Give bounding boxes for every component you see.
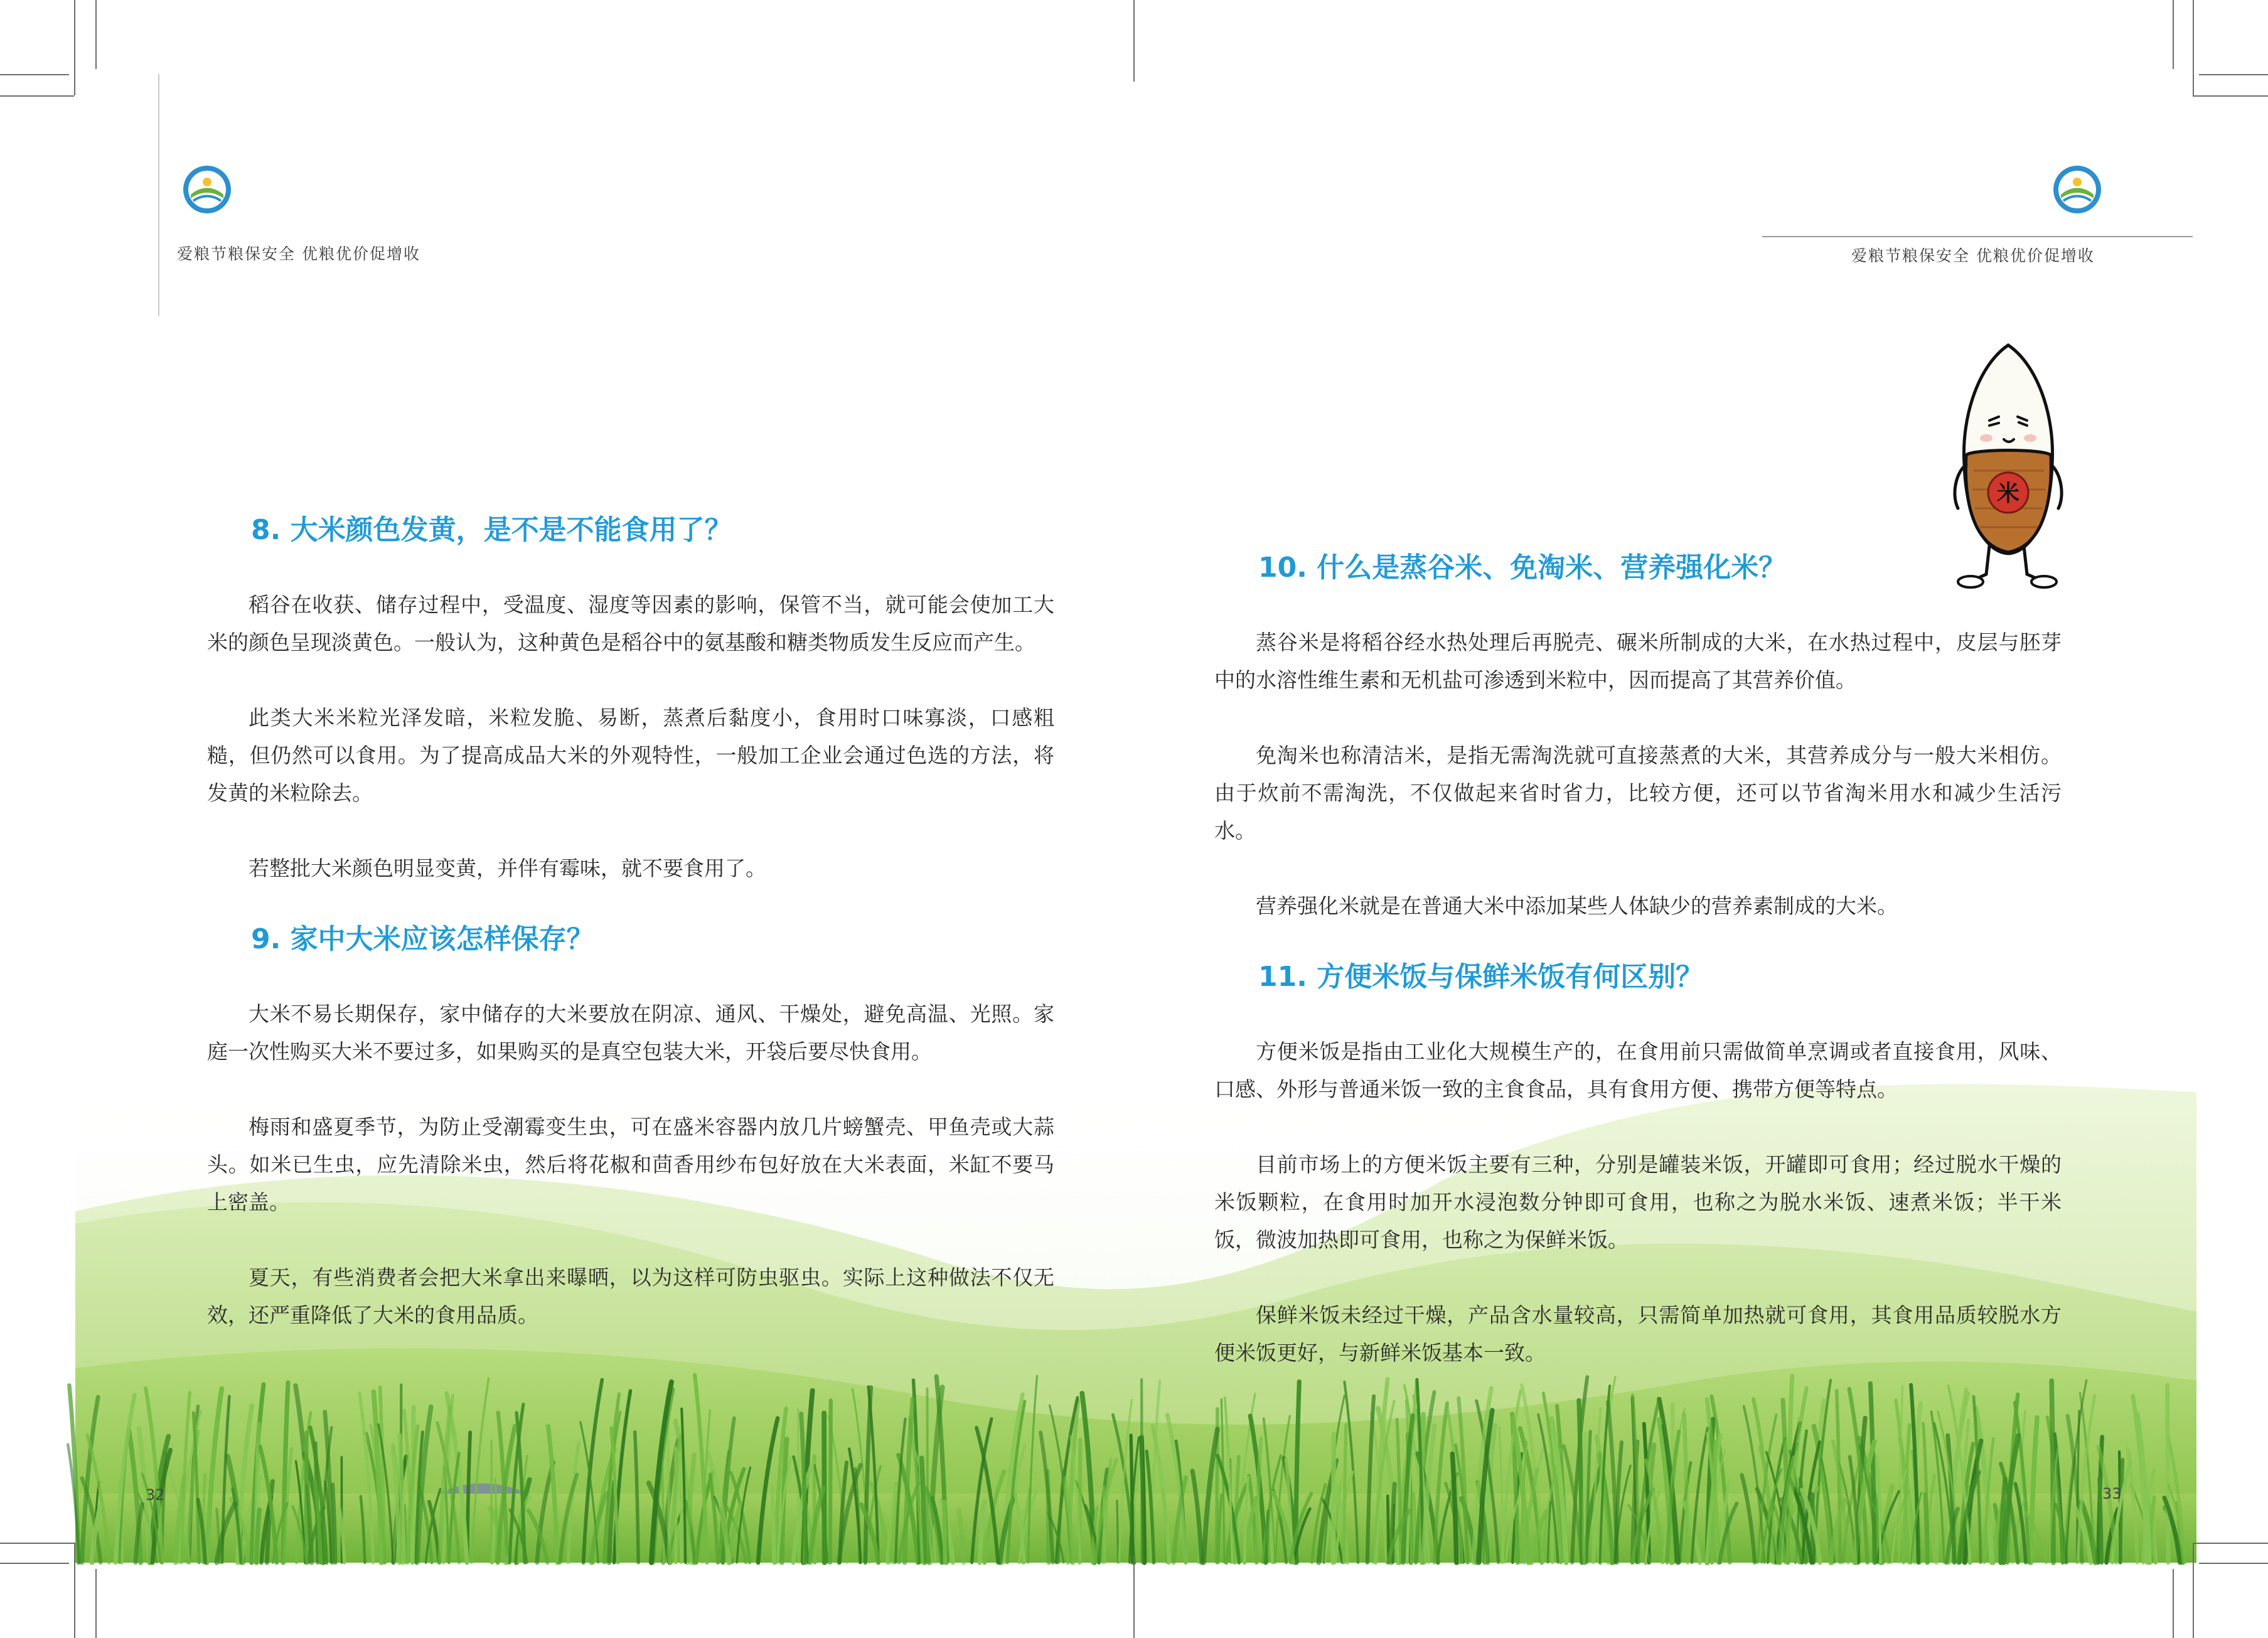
paragraph: 此类大米米粒光泽发暗，米粒发脆、易断，蒸煮后黏度小，食用时口味寡淡，口感粗糙，但仍然可以食用。为了提高成品大米的外观特性，一般加工企业会通过色选的方法，将发黄的米粒除去。 <box>207 705 1054 805</box>
grass-blade <box>2121 1460 2123 1563</box>
paragraph: 免淘米也称清洁米，是指无需淘洗就可直接蒸煮的大米，其营养成分与一般大米相仿。由于炊前不需淘洗，不仅做起来省时省力，比较方便，还可以节省淘米用水和减少生活污水。 <box>1214 743 2062 843</box>
crop-mark <box>2199 1563 2268 1564</box>
page-number: 32 <box>146 1486 165 1504</box>
crop-mark <box>2193 95 2268 97</box>
grass-blade <box>1333 1434 1334 1563</box>
rice-mascot <box>1936 339 2080 590</box>
paragraph: 保鲜米饭未经过干燥，产品含水量较高，只需简单加热就可食用，其食用品质较脱水方便米饭更好，与新鲜米饭基本一致。 <box>1214 1303 2062 1365</box>
grass-blade <box>1117 1501 1118 1563</box>
crop-mark <box>1133 0 1135 82</box>
crop-mark <box>0 74 69 75</box>
section-title: 9. 家中大米应该怎样保存？ <box>251 923 594 955</box>
crop-mark <box>2193 0 2194 95</box>
crop-mark <box>2173 0 2174 69</box>
crop-mark <box>158 74 159 316</box>
crop-mark <box>0 1543 74 1544</box>
crop-mark <box>2193 1543 2268 1544</box>
crop-mark <box>95 0 97 69</box>
paragraph: 方便米饭是指由工业化大规模生产的，在食用前只需做简单烹调或者直接食用，风味、口感、外形与普通米饭一致的主食食品，具有食用方便、携带方便等特点。 <box>1214 1039 2062 1101</box>
section-title: 8. 大米颜色发黄，是不是不能食用了？ <box>251 514 732 546</box>
paragraph: 营养强化米就是在普通大米中添加某些人体缺少的营养素制成的大米。 <box>1256 894 1898 918</box>
crop-mark <box>2199 74 2268 75</box>
grass-blade <box>1925 1494 1927 1563</box>
grass-blade <box>1584 1434 1585 1563</box>
crop-mark <box>2173 1569 2174 1638</box>
section-title: 10. 什么是蒸谷米、免淘米、营养强化米？ <box>1258 552 1787 584</box>
right-page-content <box>1214 545 2062 1410</box>
crop-mark <box>0 1563 69 1564</box>
grain-logo-icon <box>2052 164 2102 215</box>
header-rule <box>1762 236 2193 237</box>
grain-logo-icon <box>182 164 232 215</box>
paragraph: 稻谷在收获、储存过程中，受温度、湿度等因素的影响，保管不当，就可能会使加工大米的颜色呈现淡黄色。一般认为，这种黄色是稻谷中的氨基酸和糖类物质发生反应而产生。 <box>207 592 1054 655</box>
left-page-content <box>207 507 1054 1372</box>
mascot-badge-char: 米 <box>1996 481 2020 506</box>
paragraph: 蒸谷米是将稻谷经水热处理后再脱壳、碾米所制成的大米，在水热过程中，皮层与胚芽中的水溶性维生素和无机盐可渗透到米粒中，因而提高了其营养价值。 <box>1214 630 2062 692</box>
grass-blade <box>1104 1487 1105 1563</box>
page-number: 33 <box>2102 1485 2122 1502</box>
crop-mark <box>1133 1556 1135 1638</box>
paragraph: 若整批大米颜色明显变黄，并伴有霉味，就不要食用了。 <box>249 856 766 881</box>
crop-mark <box>0 95 74 97</box>
grass-blade <box>1131 1435 1133 1563</box>
header-slogan: 爱粮节粮保安全 优粮优价促增收 <box>1851 247 2095 265</box>
paragraph: 梅雨和盛夏季节，为防止受潮霉变生虫，可在盛米容器内放几片螃蟹壳、甲鱼壳或大蒜头。如米已生虫，应先清除米虫，然后将花椒和茴香用纱布包好放在大米表面，米缸不要马上密盖。 <box>207 1115 1054 1214</box>
paragraph: 夏天，有些消费者会把大米拿出来曝晒，以为这样可防虫驱虫。实际上这种做法不仅无效，还严重降低了大米的食用品质。 <box>207 1265 1054 1327</box>
grass-blade <box>2099 1479 2102 1563</box>
section-title: 11. 方便米饭与保鲜米饭有何区别？ <box>1258 961 1704 993</box>
crop-mark <box>74 0 75 95</box>
crop-mark <box>95 1569 97 1638</box>
grass-blade <box>680 1453 682 1563</box>
paragraph: 大米不易长期保存，家中储存的大米要放在阴凉、通风、干燥处，避免高温、光照。家庭一次性购买大米不要过多，如果购买的是真空包装大米，开袋后要尽快食用。 <box>207 1002 1054 1064</box>
header-slogan: 爱粮节粮保安全 优粮优价促增收 <box>177 245 420 263</box>
crop-mark <box>2193 1543 2194 1638</box>
grass-blade <box>830 1401 831 1563</box>
grass-blade <box>944 1502 945 1563</box>
grass-blade <box>773 1488 774 1563</box>
paragraph: 目前市场上的方便米饭主要有三种，分别是罐装米饭，开罐即可食用；经过脱水干燥的米饭颗粒，在食用时加开水浸泡数分钟即可食用，也称之为脱水米饭、速煮米饭；半干米饭，微波加热即可食用，也称之为保鲜米饭。 <box>1214 1152 2062 1252</box>
grass-blade <box>1266 1512 1268 1563</box>
crop-mark <box>74 1543 75 1638</box>
